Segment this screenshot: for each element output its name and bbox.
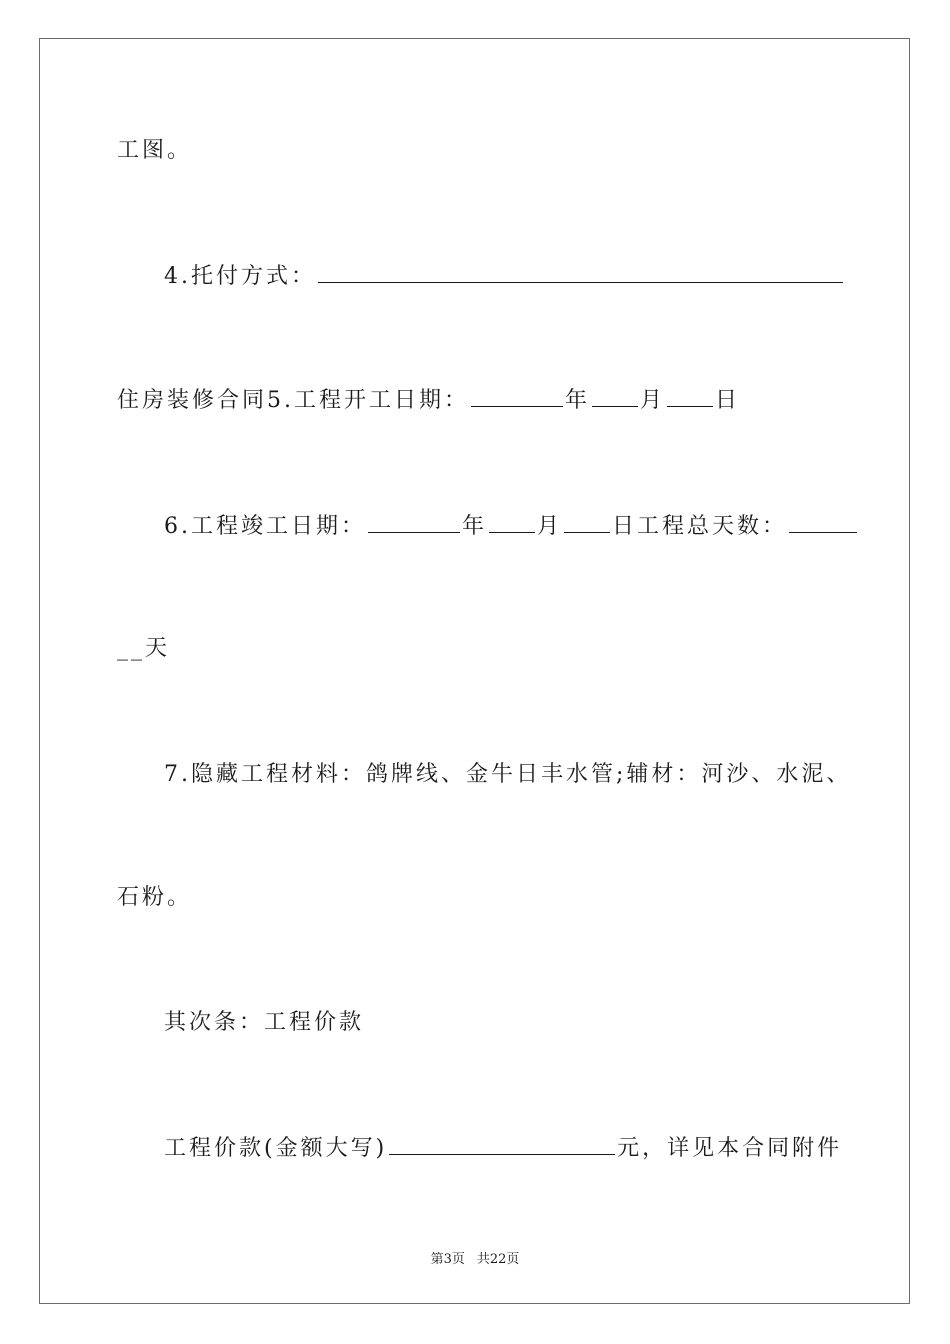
- unit-year: 年: [462, 514, 488, 539]
- text-segment: 其次条：工程价款: [164, 1010, 365, 1035]
- text-line-days: [117, 634, 170, 664]
- text-line-materials: [164, 760, 851, 790]
- page-footer: [0, 1248, 950, 1267]
- text-segment: 7.隐藏工程材料：鸽牌线、金牛日丰水管;辅材：河沙、水泥、: [164, 762, 852, 787]
- blank-underline: [471, 384, 563, 407]
- text-segment: 工程价款(金额大写): [164, 1136, 388, 1161]
- blank-underline: [667, 384, 713, 407]
- unit-month: 月: [640, 388, 666, 413]
- unit-year: 年: [565, 388, 591, 413]
- text-line-start-date: [117, 384, 740, 416]
- page-border: [39, 38, 910, 1304]
- blank-underline: [368, 510, 460, 533]
- text-segment: 住房装修合同5.工程开工日期：: [117, 388, 469, 413]
- text-line-1: [117, 136, 192, 166]
- text-line-price-amount: [164, 1132, 842, 1164]
- blank-underline: [389, 1132, 615, 1155]
- blank-underline: [564, 510, 610, 533]
- text-segment: 工图。: [117, 138, 193, 163]
- section-heading-price: [164, 1008, 364, 1038]
- text-segment: 6.工程竣工日期：: [164, 514, 366, 539]
- text-segment: 4.托付方式：: [164, 264, 316, 289]
- blank-underline: [318, 260, 843, 283]
- page-number-current: 第3页: [430, 1252, 465, 1267]
- unit-day: 日: [715, 388, 741, 413]
- total-days-label: 日工程总天数：: [612, 514, 788, 539]
- blank-underline: [592, 384, 638, 407]
- text-line-stone-powder: [117, 883, 192, 913]
- page-number-total: 共22页: [476, 1252, 520, 1267]
- blank-underline: [489, 510, 535, 533]
- blank-underline: [789, 510, 857, 533]
- yuan-suffix: 元，详见本合同附件: [617, 1136, 843, 1161]
- unit-month: 月: [537, 514, 563, 539]
- text-line-payment-method: [164, 260, 845, 292]
- text-segment: 石粉。: [117, 885, 193, 910]
- text-segment: __天: [117, 636, 171, 661]
- text-line-end-date: [164, 510, 859, 542]
